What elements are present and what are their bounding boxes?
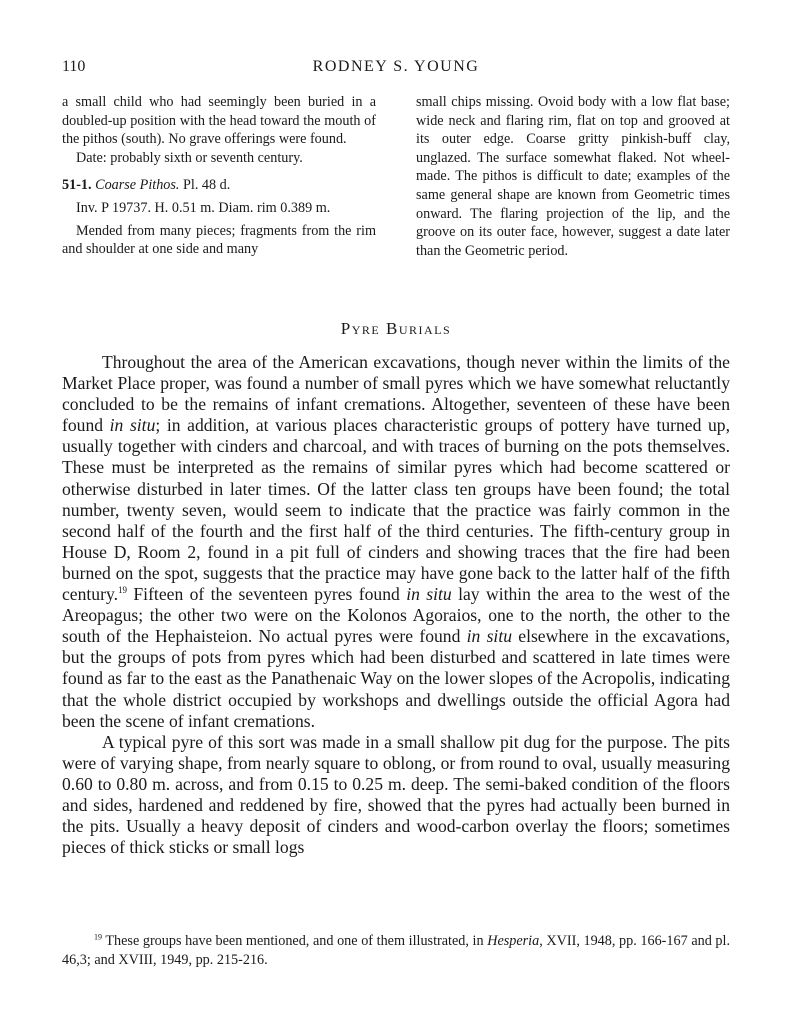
page-number: 110 bbox=[62, 58, 86, 75]
text-run: elsewhere in the excavations, but the groups of pots from pyres which had been disturbed and scattered in late times were found as far to the east as the Panathenaic Way on the lower slopes of the Acropolis, indicating that the whole district occupied by workshops and dwellings outside the official Agora had been the scene of infant cremations. bbox=[62, 626, 730, 731]
catalog-columns bbox=[62, 93, 730, 260]
catalog-number: 51-1. bbox=[62, 177, 92, 194]
text-run: These groups have been mentioned, and one of them illustrated, in bbox=[102, 933, 488, 949]
footnote-number: 19 bbox=[94, 932, 102, 942]
footnote-text bbox=[62, 932, 730, 969]
text-run: lay within the area to the west of the Areopagus; the other two were on the Kolonos Agoraios, one to the north, the other to the south of the Hephaisteion. No actual pyres were found bbox=[62, 584, 730, 647]
text-run: Fifteen of the seventeen pyres found bbox=[127, 584, 407, 605]
footnote bbox=[62, 932, 730, 969]
text-run: Throughout the area of the American excavations, though never within the limits of the Market Place proper, was found a number of small pyres which we have somewhat reluctantly concluded to be the remains of infant cremations. Altogether, seventeen of these have been found bbox=[62, 352, 730, 436]
right-column bbox=[416, 93, 730, 260]
journal-title: Hesperia bbox=[487, 933, 540, 949]
grave-text: a small child who had seemingly been buried in a doubled-up position with the head toward the mouth of the pithos (south). No grave offerings were found. bbox=[62, 94, 376, 148]
text-run: ; in addition, at various places characteristic groups of pottery have turned up, usually together with cinders and charcoal, and with traces of burning on the pots themselves. These must be interpreted as the remains of similar pyres which had become scattered or otherwise disturbed in later times. Of the latter class ten groups have been found; the total number, twenty seven, would seem to indicate that the practice was fairly common in the second half of the fourth and the first half of the third centuries. The fifth-century group in House D, Room 2, found in a pit full of cinders and showing traces that the fire had been burned on the spot, suggests that the practice may have gone back to the latter half of the fifth century. bbox=[62, 415, 730, 605]
running-head: RODNEY S. YOUNG bbox=[312, 58, 480, 75]
catalog-inventory: Inv. P 19737. H. 0.51 m. Diam. rim 0.389 m. bbox=[76, 199, 331, 216]
italic-term: in situ bbox=[466, 626, 512, 647]
body-text bbox=[62, 352, 730, 858]
body-paragraph bbox=[62, 352, 730, 732]
catalog-description-cont: small chips missing. Ovoid body with a low flat base; wide neck and flaring rim, flat on top and grooved at its outer edge. Coarse gritty pinkish-buff clay, unglazed. The surface somewhat flaked. Not wheel-made. The pithos is difficult to date; examples of the same general shape are known from Geometric times onward. The flaring projection of the lip, and the groove on its outer face, however, suggest a date later than the Geometric period. bbox=[416, 94, 730, 259]
italic-term: in situ bbox=[406, 584, 452, 605]
date-line: Date: probably sixth or seventh century. bbox=[76, 149, 303, 166]
footnote-ref: 19 bbox=[118, 585, 128, 596]
catalog-entry-heading bbox=[62, 176, 376, 195]
body-paragraph: A typical pyre of this sort was made in a small shallow pit dug for the purpose. The pits were of varying shape, from nearly square to oblong, or from round to oval, usually measuring 0.60 to 0.80 m. across, and from 0.15 to 0.25 m. deep. The semi-baked condition of the floors and sides, hardened and reddened by fire, showed that the pyres had actually been burned in the pits. Usually a heavy deposit of cinders and wood-carbon overlay the floors; sometimes pieces of thick sticks or small logs bbox=[62, 731, 730, 858]
italic-term: in situ bbox=[109, 415, 156, 436]
left-column bbox=[62, 93, 376, 260]
catalog-description-start: Mended from many pieces; fragments from the rim and shoulder at one side and many bbox=[62, 222, 376, 258]
catalog-plate: Pl. 48 d. bbox=[183, 177, 231, 194]
text-run: , XVII, 1948, pp. 166-167 and pl. 46,3; and XVIII, 1949, pp. 215-216. bbox=[62, 933, 731, 968]
catalog-title: Coarse Pithos. bbox=[95, 177, 180, 194]
section-heading: Pyre Burials bbox=[340, 319, 452, 338]
